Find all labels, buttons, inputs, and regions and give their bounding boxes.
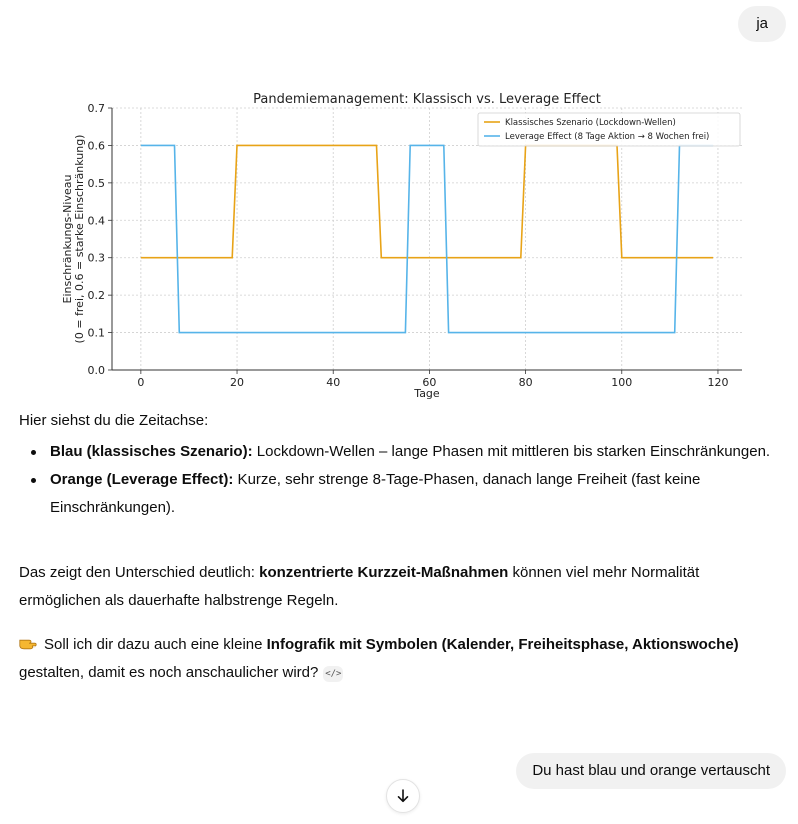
- y-tick-label: 0.3: [87, 251, 105, 265]
- bullet-bold-label: Orange (Leverage Effect):: [50, 471, 234, 488]
- pointing-hand-icon: [19, 636, 37, 650]
- chart-title: Pandemiemanagement: Klassisch vs. Leverage Effect: [253, 92, 601, 107]
- series-line-1: [141, 145, 713, 332]
- y-tick-label: 0.6: [87, 139, 105, 153]
- summary-text-end: können viel mehr Normalität ermöglichen als dauerhafte halbstrenge Regeln.: [19, 564, 700, 609]
- user-message-text: ja: [756, 15, 768, 32]
- y-tick-label: 0.2: [87, 289, 105, 303]
- question-bold: Infografik mit Symbolen (Kalender, Freiheitsphase, Aktionswoche): [266, 636, 739, 653]
- y-tick-label: 0.7: [87, 102, 105, 115]
- x-axis-label: Tage: [414, 387, 440, 400]
- bullet-item-orange: [19, 466, 779, 522]
- x-tick-label: 100: [611, 376, 633, 389]
- y-tick-label: 0.4: [87, 214, 105, 228]
- x-tick-label: 40: [326, 376, 341, 389]
- bullet-text: Kurze, sehr strenge 8-Tage-Phasen, danach lange Freiheit (fast keine Einschränkungen).: [50, 471, 701, 516]
- response-intro: Hier siehst du die Zeitachse:: [19, 412, 209, 429]
- question-text-end: gestalten, damit es noch anschaulicher wird?: [19, 664, 319, 681]
- scroll-down-button[interactable]: [386, 779, 420, 813]
- series-line-0: [141, 145, 713, 257]
- line-chart: [56, 86, 756, 404]
- summary-text: Das zeigt den Unterschied deutlich:: [19, 564, 260, 581]
- chart-image: [56, 86, 756, 404]
- code-icon[interactable]: </>: [323, 666, 343, 682]
- question-text: Soll ich dir dazu auch eine kleine: [44, 636, 267, 653]
- user-message-text: Du hast blau und orange vertauscht: [532, 762, 770, 779]
- response-summary: [19, 559, 779, 615]
- summary-bold: konzentrierte Kurzzeit-Maßnahmen: [259, 564, 509, 581]
- y-axis-label-line2: (0 = frei, 0.6 = starke Einschränkung): [73, 134, 86, 344]
- x-tick-label: 20: [230, 376, 245, 389]
- x-tick-label: 80: [518, 376, 533, 389]
- x-tick-label: 120: [707, 376, 729, 389]
- y-axis-label-line1: Einschränkungs-Niveau: [61, 174, 74, 304]
- user-message-bubble: [516, 753, 786, 789]
- response-question: [19, 631, 779, 687]
- x-tick-label: 0: [137, 376, 145, 389]
- x-tick-label: 60: [422, 376, 437, 389]
- response-bullet-list: [19, 438, 779, 522]
- user-message-bubble: [738, 6, 786, 42]
- bullet-bold-label: Blau (klassisches Szenario):: [50, 443, 253, 460]
- legend-entry: Klassisches Szenario (Lockdown-Wellen): [505, 118, 676, 128]
- y-tick-label: 0.1: [87, 326, 105, 340]
- y-tick-label: 0.5: [87, 176, 105, 190]
- bullet-item-blue: [19, 438, 779, 466]
- bullet-text: Lockdown-Wellen – lange Phasen mit mittleren bis starken Einschränkungen.: [252, 443, 771, 460]
- legend-entry: Leverage Effect (8 Tage Aktion → 8 Wochen frei): [505, 132, 710, 142]
- arrow-down-icon: [395, 788, 411, 804]
- y-tick-label: 0.0: [87, 364, 105, 377]
